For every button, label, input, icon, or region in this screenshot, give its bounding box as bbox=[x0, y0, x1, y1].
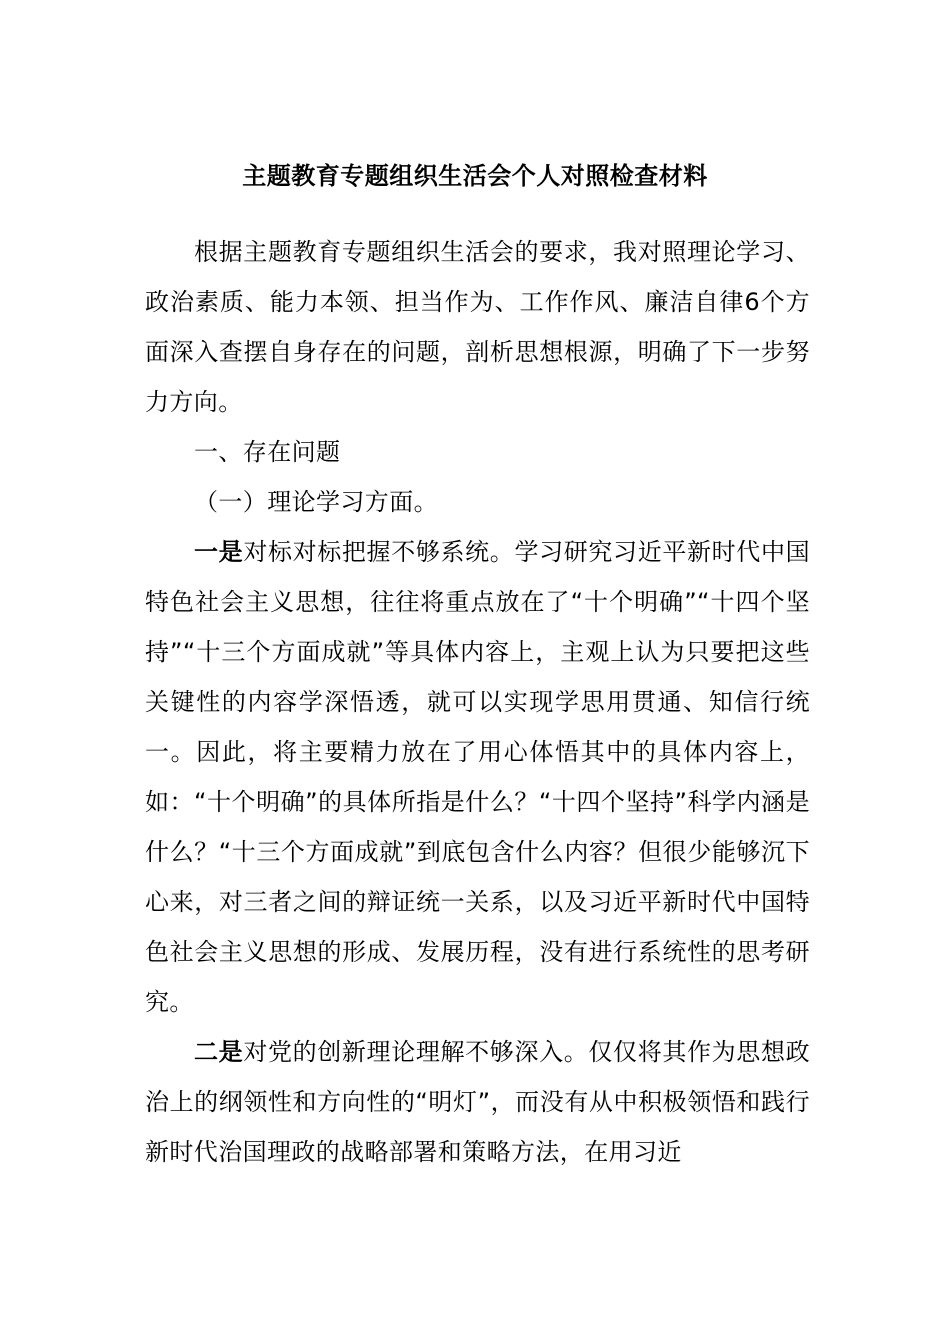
item-two-lead: 二是 bbox=[194, 1038, 244, 1066]
item-two-text: 对党的创新理论理解不够深入。仅仅将其作为思想政治上的纲领性和方向性的“明灯”，而没有从中积极领悟和践行新时代治国理政的战略部署和策略方法，在用习近 bbox=[145, 1038, 810, 1166]
item-one-text: 对标对标把握不够系统。学习研究习近平新时代中国特色社会主义思想，往往将重点放在了“十个明确”“十四个坚持”“十三个方面成就”等具体内容上，主观上认为只要把这些关键性的内容学深悟透，就可以实现学思用贯通、知信行统一。因此，将主要精力放在了用心体悟其中的具体内容上，如：“十个明确”的具体所指是什么？“十四个坚持”科学内涵是什么？“十三个方面成就”到底包含什么内容？但很少能够沉下心来，对三者之间的辩证统一关系，以及习近平新时代中国特色社会主义思想的形成、发展历程，没有进行系统性的思考研究。 bbox=[145, 538, 810, 1016]
section-heading: 一、存在问题 bbox=[194, 438, 341, 466]
subsection-heading: （一）理论学习方面。 bbox=[194, 488, 438, 516]
intro-paragraph: 根据主题教育专题组织生活会的要求，我对照理论学习、政治素质、能力本领、担当作为、工作作风、廉洁自律6个方面深入查摆自身存在的问题，剖析思想根源，明确了下一步努力方向。 bbox=[145, 238, 810, 416]
item-two-paragraph bbox=[145, 1027, 810, 1177]
item-one-lead: 一是 bbox=[194, 538, 244, 566]
document-body bbox=[145, 227, 810, 1177]
item-one-paragraph bbox=[145, 527, 810, 1027]
document-title: 主题教育专题组织生活会个人对照检查材料 bbox=[242, 162, 708, 190]
